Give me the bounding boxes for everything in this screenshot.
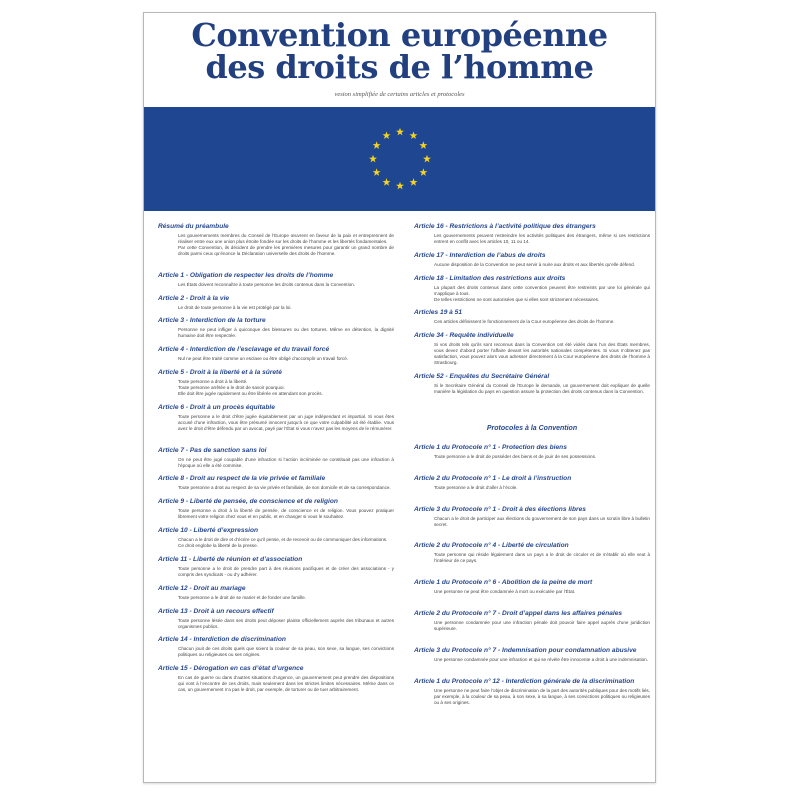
article-text: Les gouvernements peuvent restreindre les activités politiques des étrangers, même si ces restrictions entrent en conflit avec les articles 10, 11 ou 14. [434,233,650,244]
poster [143,12,656,783]
article-section [158,636,394,658]
title-line-1: Convention européenne [191,16,608,54]
article-text: Une personne condamnée pour une infraction pénale doit pouvoir faire appel auprès d’une juridiction supérieure. [434,620,650,632]
article-text: Une personne ne peut faire l’objet de discrimination de la part des autorités publiques pour des motifs liés, par exemple, à la couleur de sa peau, à son sexe, à sa langue, à ses convictions politiques ou religieuses ou à ses origines. [434,687,650,705]
article-heading: Article 16 - Restrictions à l’activité politique des étrangers [414,223,596,230]
star-icon [382,131,390,139]
article-section [414,275,650,303]
star-icon [409,131,417,139]
article-text: Si le Secrétaire Général du Conseil de l’Europe le demande, un gouvernement doit expliquer de quelle manière la législation du pays en question assure la protection des droits contenus dans la Convention. [434,382,650,394]
article-heading: Article 4 - Interdiction de l’esclavage et du travail forcé [158,346,330,354]
left-column [158,223,394,700]
star-icon [419,141,427,149]
article-text: Toute personne qui réside légalement dans un pays a le droit de circuler et de s’établir où elle veut à l’intérieur de ce pays. [434,552,650,564]
article-text: Une personne condamnée pour une infraction et qui se révèle être innocente a droit à une indemnisation. [434,656,649,662]
article-section [414,475,650,491]
article-section [414,223,650,245]
article-section [414,309,650,325]
subtitle: vesion simplifiée de certains articles et protocoles [334,91,465,98]
article-text: La plupart des droits contenus dans cette convention peuvent être restreints par une loi générale qui s’applique à tous. [434,284,650,296]
article-section [414,542,650,564]
star-icon [409,178,417,186]
article-heading: Résumé du préambule [158,223,229,230]
poster-title [144,16,655,86]
article-text: Toute personne a le droit d’aller à l’école. [434,484,518,490]
article-section [158,498,394,520]
star-icon [382,178,390,186]
article-section [414,506,650,528]
article-heading: Article 6 - Droit à un procès équitable [158,403,275,411]
article-text: Chacun jouit de ces droits quels que soient la couleur de sa peau, son sexe, sa langue, ses convictions politiques ou religieuses ou ses origines. [178,646,394,658]
star-icon [372,168,380,176]
article-text: Toute personne a le droit de se marier et de fonder une famille. [178,594,306,600]
article-section [158,223,394,257]
star-icon [369,155,377,163]
article-section [158,475,394,491]
article-heading: Article 18 - Limitation des restrictions aux droits [414,274,566,282]
title-line-2: des droits de l’homme [205,48,594,86]
article-section [414,647,650,663]
article-section [158,556,394,578]
article-text: Toute personne a le droit d’être jugée équitablement par un juge indépendant et impartial. Si vous êtes accusé d’une infraction, vous être présumé innocent jusqu’à ce que votre culpabilité ait été établie. Vous avez le droit d’être défendu par un avocat, payé par l’État si vous n’avez pas les moyens de le rémunérer. [178,413,394,431]
article-text: Toute personne a le droit de posséder des biens et de jouir de ses possessions. [434,453,597,459]
article-section [158,527,394,549]
article-section [414,579,650,595]
article-section [158,295,394,311]
eu-flag-banner [144,107,655,211]
article-heading: Article 1 du Protocole n° 6 - Abolition de la peine de mort [414,579,593,587]
article-text: Par cette Convention, ils décident de prendre les premières mesures pour garantir un grand nombre de droits parmi ceux qu’énonce la Déclaration universelle des droits de l’homme. [178,244,394,256]
right-column [414,223,650,721]
article-heading: Article 2 du Protocole n° 4 - Liberté de circulation [414,542,569,550]
article-section [158,369,394,397]
article-text: Les gouvernements membres du Conseil de l’Europe œuvrent en faveur de la paix et entreprennent de réaliser entre eux une union plus étroite fondée sur les droits de l’homme et les libertés fondamentales. [178,233,394,244]
article-heading: Article 1 du Protocole n° 12 - Interdiction générale de la discrimination [414,677,635,685]
article-text: Toute personne lésée dans ses droits peut déposer plainte officiellement auprès des tribunaux et autres organismes publics. [178,617,394,629]
article-heading: Article 12 - Droit au mariage [158,584,246,592]
article-section [414,610,650,632]
star-icon [423,155,431,163]
article-section [414,373,650,395]
protocols-title: Protocoles à la Convention [486,424,578,432]
article-section [158,272,394,288]
article-section [414,678,650,706]
article-heading: Article 3 du Protocole n° 1 - Droit à des élections libres [414,505,586,513]
article-heading: Article 3 - Interdiction de la torture [158,317,266,325]
article-text: Toute personne a droit au respect de sa vie privée et familiale, de son domicile et de sa correspondance. [178,485,391,491]
article-text: Toute personne a droit à la liberté. [178,379,248,385]
article-heading: Article 2 - Droit à la vie [158,294,230,302]
article-heading: Article 3 du Protocole n° 7 - Indemnisation pour condamnation abusive [414,646,637,654]
article-text: Elle doit être jugée rapidement ou être libérée en attendant son procès. [178,390,323,396]
article-heading: Articles 19 à 51 [414,309,463,317]
article-text: Chacun a le droit de participer aux élections du gouvernement de son pays dans un scrutin libre à bulletin secret. [434,515,650,527]
article-heading: Article 5 - Droit à la liberté et à la sûreté [158,369,282,377]
article-text: De telles restrictions ne sont autorisées que si elles sont strictement nécessaires. [434,296,600,302]
article-text: On ne peut être jugé coupable d’une infraction si l’action incriminée ne constituait pas une infraction à l’époque où elle a été commise. [178,456,394,468]
article-text: Toute personne a droit à la liberté de pensée, de conscience et de religion. Vous pouvez pratiquer librement votre religion chez vous et en public, et en changer si vous le souhaitez. [178,508,394,520]
article-text: Toute personne a le droit de prendre part à des réunions pacifiques et de créer des associations - y compris des syndicats - ou d’y adhérer. [178,565,394,577]
article-text: Chacun a le droit de dire et d’écrire ce qu’il pense, et de recevoir ou de communiquer des informations. [178,537,388,543]
article-section [158,608,394,630]
article-heading: Article 2 du Protocole n° 7 - Droit d’appel dans les affaires pénales [414,610,623,618]
article-section [414,252,650,268]
article-text: Aucune disposition de la Convention ne peut servir à nuire aux droits et aux libertés qu’elle défend. [434,261,635,267]
article-text: Les États doivent reconnaître à toute personne les droits contenus dans la Convention. [178,281,355,287]
article-text: Une personne ne peut être condamnée à mort ou exécutée par l’État. [434,589,576,595]
article-heading: Article 11 - Liberté de réunion et d’association [158,555,303,563]
article-section [158,585,394,601]
eu-stars-icon [360,119,440,199]
article-text: Personne ne peut infliger à quiconque des blessures ou des tortures. Même en détention, la dignité humaine doit être respectée. [178,327,394,339]
article-heading: Article 13 - Droit à un recours effectif [158,607,274,615]
article-section [414,332,650,366]
article-heading: Article 14 - Interdiction de discrimination [158,636,286,644]
star-icon [419,168,427,176]
article-section [158,317,394,339]
article-heading: Article 15 - Dérogation en cas d’état d’urgence [158,665,304,673]
star-icon [396,182,404,190]
article-text: Nul ne peut être traité comme un esclave ou être obligé d’accomplir un travail forcé. [178,356,349,362]
article-section [158,346,394,362]
star-icon [396,128,404,136]
article-heading: Article 7 - Pas de sanction sans loi [158,446,267,454]
star-icon [372,141,380,149]
article-text: En cas de guerre ou dans d’autres situations d’urgence, un gouvernement peut prendre des dispositions qui vont à l’encontre de ces droits, mais seulement dans les strictes limites nécessaires. Même dans ce cas, un gouvernement n’a pas le droit, par exemple, de torturer ou de tuer arbitrairement. [178,675,394,693]
article-text: Ce droit englobe la liberté de la presse. [178,543,258,549]
article-section [158,447,394,469]
article-heading: Article 52 - Enquêtes du Secrétaire Général [414,372,550,380]
article-text: Si vos droits tels qu’ils sont reconnus dans la Convention ont été violés dans l’un des États membres, vous devez d’abord porter l’affaire devant les autorités nationales compétentes. Si vous n’obtenez pas satisfaction, vous pouvez alors vous adresser directement à la Cour européenne des droits de l’homme à Strasbourg. [434,342,650,366]
article-section [414,444,650,460]
article-text: Ces articles définissent le fonctionnement de la Cour européenne des droits de l’homme. [434,319,615,325]
article-text: Toute personne arrêtée a le droit de savoir pourquoi. [178,385,285,391]
article-section [158,665,394,693]
article-heading: Article 1 du Protocole n° 1 - Protection des biens [414,443,567,451]
article-heading: Article 34 - Requête individuelle [414,332,514,340]
article-heading: Article 1 - Obligation de respecter les droits de l’homme [158,271,334,279]
article-heading: Article 8 - Droit au respect de la vie privée et familiale [158,475,326,483]
article-heading: Article 2 du Protocole n° 1 - Le droit à l’instruction [414,474,572,482]
article-heading: Article 10 - Liberté d’expression [158,527,259,535]
article-heading: Article 17 - Interdiction de l’abus de droits [414,251,546,259]
article-text: Le droit de toute personne à la vie est protégé par la loi. [178,304,292,310]
article-section [158,404,394,432]
article-heading: Article 9 - Liberté de pensée, de conscience et de religion [158,498,338,506]
